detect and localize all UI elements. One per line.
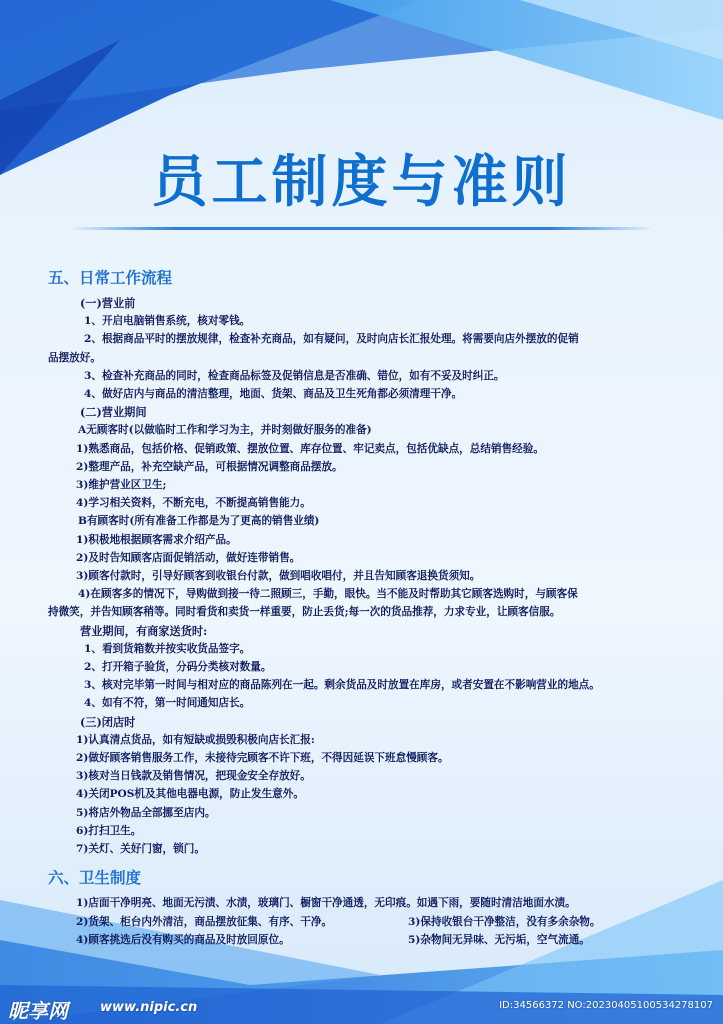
list-item: 1、开启电脑销售系统，核对零钱。 (84, 315, 251, 328)
list-item: 2、打开箱子验货，分码分类核对数量。 (84, 661, 272, 674)
list-item: 3、检查补充商品的同时，检查商品标签及促销信息是否准确、错位，如有不妥及时纠正。 (84, 369, 505, 382)
page-title: 员工制度与准则 (151, 150, 572, 215)
list-item: 2)整理产品，补充空缺产品，可根据情况调整商品摆放。 (76, 460, 343, 473)
list-item: 3)核对当日钱款及销售情况，把现金安全存放好。 (76, 770, 311, 783)
list-item: 4)在顾客多的情况下，导购做到接一待二照顾三，手勤，眼快。当不能及时帮助其它顾客选购时，与顾客保 (78, 588, 578, 601)
list-item: 4)学习相关资料，不断充电，不断提高销售能力。 (76, 497, 311, 510)
list-item: 1、看到货箱数并按实收货品签字。 (84, 642, 251, 655)
section-title-workflow: 五、日常工作流程 (48, 269, 173, 287)
list-row (48, 913, 680, 931)
list-item: 4)关闭POS机及其他电器电源，防止发生意外。 (76, 788, 304, 801)
watermark-url: www.nipic.cn (100, 1000, 198, 1015)
list-item: 3、核对完毕第一时间与相对应的商品陈列在一起。剩余货品及时放置在库房，或者安置在不影响营业的地点。 (84, 679, 600, 692)
subheading-no-customer: A无顾客时(以做临时工作和学习为主，并时刻做好服务的准备) (78, 424, 372, 437)
list-item: 2)货架、柜台内外清洁，商品摆放征集、有序、干净。 (76, 915, 333, 928)
list-item: 5)将店外物品全部挪至店内。 (76, 806, 216, 819)
section-title-hygiene: 六、卫生制度 (48, 869, 142, 888)
subheading-delivery: 营业期间，有商家送货时: (80, 623, 208, 638)
list-item: 1)店面干净明亮、地面无污渍、水渍，玻璃门、橱窗干净通透，无印痕。如遇下雨，要随时清洁地面水渍。 (76, 897, 576, 910)
list-item: 3)保持收银台干净整洁，没有多余杂物。 (408, 915, 601, 928)
list-item: 6)打扫卫生。 (76, 824, 142, 837)
list-item: 2)做好顾客销售服务工作，未接待完顾客不许下班，不得因延误下班怠慢顾客。 (76, 752, 449, 765)
list-item: 4、做好店内与商品的清洁整理，地面、货架、商品及卫生死角都必须清理干净。 (84, 388, 463, 401)
list-item: 2)及时告知顾客店面促销活动，做好连带销售。 (76, 551, 301, 564)
title-divider (70, 227, 653, 230)
image-id-label: ID:34566372 NO:20230405100534278107 (499, 1000, 713, 1011)
list-item: 1)熟悉商品，包括价格、促销政策、摆放位置、库存位置、牢记卖点，包括优缺点，总结销售经验。 (76, 442, 544, 455)
subheading-during: (二)营业期间 (80, 405, 147, 420)
list-item: 7)关灯、关好门窗，锁门。 (76, 843, 205, 856)
subheading-closing: (三)闭店时 (80, 714, 136, 729)
document-body (48, 266, 680, 949)
list-row (48, 931, 680, 949)
list-item: 5)杂物间无异味、无污垢，空气流通。 (408, 933, 590, 946)
list-item: 4、如有不符，第一时间通知店长。 (84, 697, 251, 710)
list-item: 持微笑，并告知顾客稍等。同时看货和卖货一样重要，防止丢货;每一次的货品推荐，力求专业，让顾客信服。 (48, 606, 561, 619)
watermark-logo: 昵享网 (8, 999, 68, 1023)
list-item: 1)认真清点货品，如有短缺或损毁积极向店长汇报: (76, 733, 315, 746)
subheading-before-open: (一)营业前 (80, 296, 136, 310)
list-item: 1)积极地根据顾客需求介绍产品。 (76, 533, 237, 546)
list-item: 4)顾客挑选后没有购买的商品及时放回原位。 (76, 933, 290, 946)
list-item: 品摆放好。 (48, 351, 101, 364)
list-item: 3)维护营业区卫生; (76, 479, 167, 492)
list-item: 3)顾客付款时，引导好顾客到收银台付款，做到唱收唱付，并且告知顾客退换货须知。 (76, 570, 481, 583)
list-item: 2、根据商品平时的摆放规律，检查补充商品，如有疑问，及时向店长汇报处理。将需要向店外摆放的促销 (84, 333, 579, 346)
subheading-with-customer: B有顾客时(所有准备工作都是为了更高的销售业绩) (78, 515, 320, 528)
